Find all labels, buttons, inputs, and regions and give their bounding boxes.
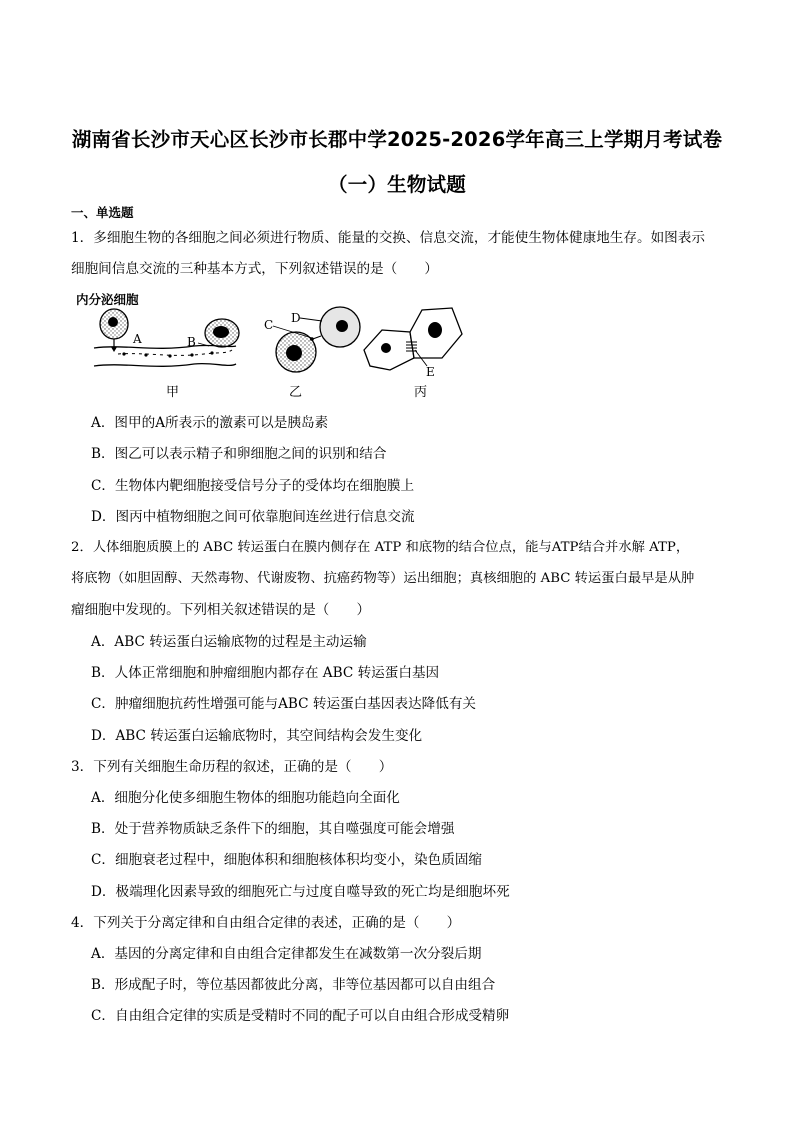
label-a: A (133, 332, 142, 346)
panel-label-bing: 丙 (414, 385, 428, 400)
panel-label-yi: 乙 (289, 385, 303, 400)
panel-yi (264, 307, 360, 400)
target-cell-nucleus-jia (213, 326, 229, 338)
page-title: 湖南省长沙市天心区长沙市长郡中学2025-2026学年高三上学期月考试卷 (71, 128, 723, 151)
panel-label-jia: 甲 (166, 385, 180, 400)
question-1-option-c: C．生物体内靶细胞接受信号分子的受体均在细胞膜上 (91, 478, 415, 494)
question-2-text-line-2: 将底物（如胆固醇、天然毒物、代谢废物、抗癌药物等）运出细胞；真核细胞的 ABC 转运蛋白最早是从肿 (71, 571, 695, 586)
question-3-option-c: C．细胞衰老过程中，细胞体积和细胞核体积均变小，染色质固缩 (91, 852, 483, 868)
signal-cell-nucleus-yi (286, 345, 302, 361)
cell-signaling-figure (76, 288, 474, 406)
question-2-text-line-1: 2．人体细胞质膜上的 ABC 转运蛋白在膜内侧存在 ATP 和底物的结合位点，能与ATP结合并水解 ATP， (71, 540, 690, 555)
plant-cell-nucleus-right (428, 322, 442, 338)
vessel-flow-line (118, 350, 232, 355)
question-2-option-b: B．人体正常细胞和肿瘤细胞内都存在 ABC 转运蛋白基因 (91, 665, 440, 681)
label-c: C (264, 318, 274, 332)
question-4-option-a: A．基因的分离定律和自由组合定律都发生在减数第一次分裂后期 (91, 946, 482, 962)
label-d: D (291, 311, 301, 325)
question-1-option-a: A．图甲的A所表示的激素可以是胰岛素 (91, 415, 329, 431)
target-cell-nucleus-yi (336, 320, 348, 332)
question-2-text-line-3: 瘤细胞中发现的。下列相关叙述错误的是（ ） (71, 602, 371, 618)
endocrine-cell-nucleus (108, 317, 118, 327)
question-1-option-d: D．图丙中植物细胞之间可依靠胞间连丝进行信息交流 (91, 509, 415, 525)
vessel-lower-wall (94, 364, 236, 367)
question-3-option-a: A．细胞分化使多细胞生物体的细胞功能趋向全面化 (91, 790, 400, 806)
question-2-option-d: D．ABC 转运蛋白运输底物时，其空间结构会发生变化 (91, 728, 423, 744)
label-e: E (426, 365, 435, 379)
question-1-text-line-1: 1．多细胞生物的各细胞之间必须进行物质、能量的交换、信息交流，才能使生物体健康地生存。如图表示 (71, 230, 705, 246)
cell-signaling-diagram (76, 288, 474, 406)
question-4-option-b: B．形成配子时，等位基因都彼此分离，非等位基因都可以自由组合 (91, 977, 496, 993)
page-subtitle: （一）生物试题 (328, 173, 466, 196)
question-3-option-b: B．处于营养物质缺乏条件下的细胞，其自噬强度可能会增强 (91, 821, 455, 837)
question-4-text-line-1: 4．下列关于分离定律和自由组合定律的表述，正确的是（ ） (71, 915, 461, 931)
question-2-option-a: A．ABC 转运蛋白运输底物的过程是主动运输 (91, 634, 367, 650)
endocrine-cell-caption: 内分泌细胞 (76, 292, 139, 307)
label-b: B (187, 335, 196, 349)
section-heading: 一、单选题 (71, 205, 134, 220)
panel-jia (94, 309, 239, 400)
panel-bing (364, 308, 462, 400)
question-4-option-c: C．自由组合定律的实质是受精时不同的配子可以自由组合形成受精卵 (91, 1008, 510, 1024)
question-3-option-d: D．极端理化因素导致的细胞死亡与过度自噬导致的死亡均是细胞坏死 (91, 884, 510, 900)
question-3-text-line-1: 3．下列有关细胞生命历程的叙述，正确的是（ ） (71, 759, 393, 775)
question-2-option-c: C．肿瘤细胞抗药性增强可能与ABC 转运蛋白基因表达降低有关 (91, 696, 477, 712)
question-1-text-line-2: 细胞间信息交流的三种基本方式，下列叙述错误的是（ ） (71, 261, 439, 277)
question-1-option-b: B．图乙可以表示精子和卵细胞之间的识别和结合 (91, 446, 387, 462)
plant-cell-nucleus-left (381, 343, 391, 353)
